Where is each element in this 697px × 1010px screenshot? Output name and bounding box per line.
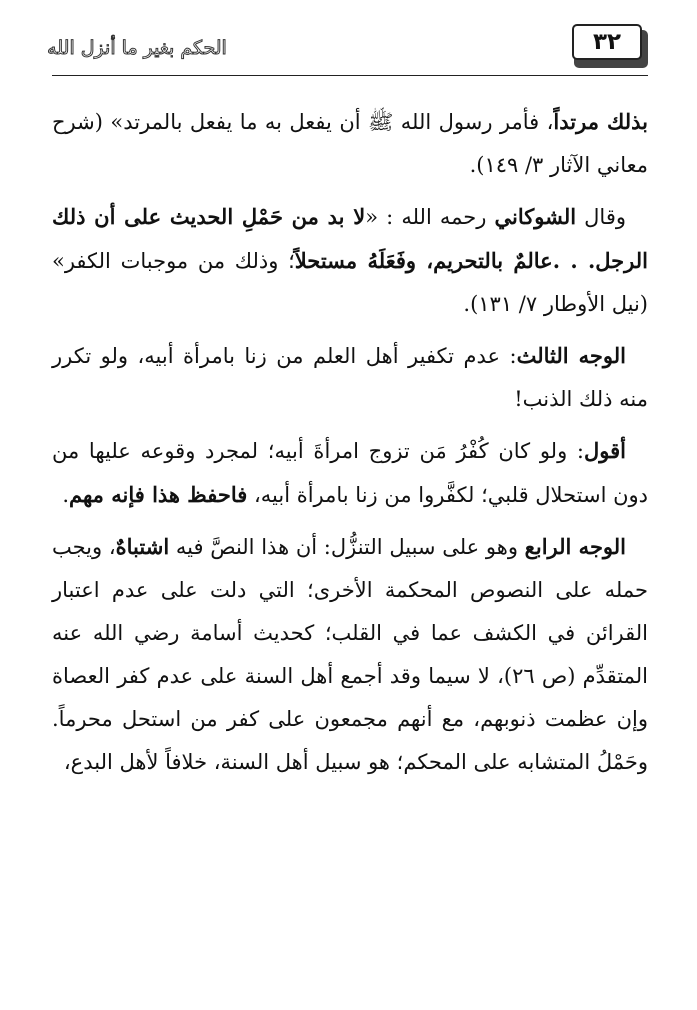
page-body <box>52 100 648 792</box>
text-run: : عدم تكفير أهل العلم من زنا بامرأة أبيه، ولو تكرر منه ذلك الذنب! <box>52 344 648 411</box>
bold-text-run: أقول <box>584 438 626 463</box>
header-divider <box>52 75 648 76</box>
bold-text-run: فاحفظ هذا فإنه مهم <box>69 482 248 507</box>
page-number-box <box>568 24 648 68</box>
text-run: ، فأمر رسول الله ﷺ أن يفعل به ما يفعل بالمرتد» (شرح معاني الآثار ٣/ ١٤٩). <box>52 110 648 177</box>
text-run: : ولو كان كُفْرُ مَن تزوج امرأةَ أبيه؛ لمجرد وقوعه عليها من دون استحلال قلبي؛ لكفَّروا من زنا بامرأة أبيه، <box>52 439 648 507</box>
text-run: ؛ وذلك من موجبات الكفر» (نيل الأوطار ٧/ ١٣١). <box>52 249 648 316</box>
paragraph-1 <box>52 100 648 187</box>
text-run: . <box>62 483 69 507</box>
paragraph-4 <box>52 429 648 517</box>
paragraph-2 <box>52 195 648 326</box>
text-run: ، ويجب حمله على النصوص المحكمة الأخرى؛ التي دلت على عدم اعتبار القرائن في الكشف عما في القلب؛ كحديث أسامة رضي الله عنه المتقدِّم (ص ٢٦)، لا سيما وقد أجمع أهل السنة على عدم كفر العصاة وإن عظمت ذنوبهم، مع أنهم مجمعون على كفر من استحل محرماً. وحَمْلُ المتشابه على المحكم؛ هو سبيل أهل السنة، خلافاً لأهل البدع، <box>52 535 649 774</box>
book-title-ornament <box>47 28 227 68</box>
text-run: رحمه الله : « <box>365 205 495 229</box>
text-run: وهو على سبيل التنزُّل: أن هذا النصَّ فيه <box>169 535 525 559</box>
bold-text-run: الوجه الرابع <box>524 534 627 559</box>
bold-text-run: اشتباهٌ <box>115 534 170 559</box>
page-number: ٣٢ <box>572 24 642 60</box>
paragraph-5 <box>52 525 648 784</box>
text-run: وقال <box>576 205 627 229</box>
bold-text-run: بذلك مرتداً <box>553 109 648 134</box>
bold-text-run: الوجه الثالث <box>516 343 626 368</box>
page-header <box>47 24 648 82</box>
paragraph-3 <box>52 334 648 421</box>
book-title: الحكم بغير ما أنزل الله <box>47 37 227 59</box>
bold-text-run: لا بد من حَمْلِ الحديث على أن ذلك الرجل. . .عالمٌ بالتحريم، وفَعَلَهُ مستحلاً <box>52 204 648 273</box>
bold-text-run: الشوكاني <box>494 204 577 229</box>
